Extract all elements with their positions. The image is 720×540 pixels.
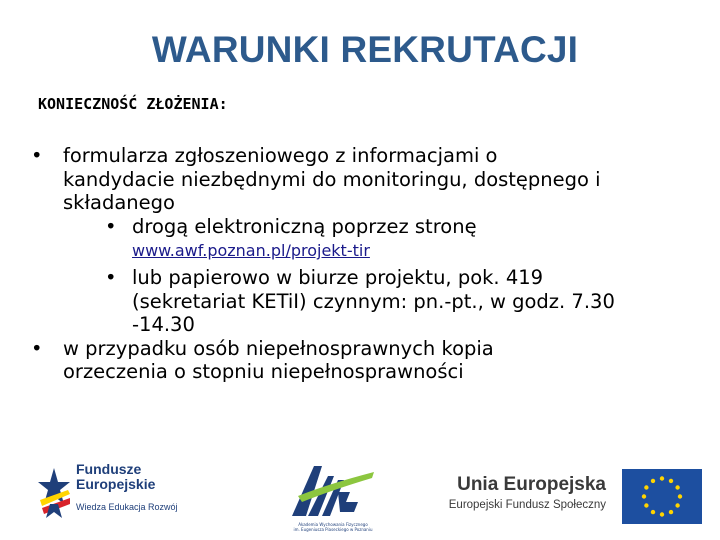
bullet-text: formularza zgłoszeniowego z informacjami o (63, 144, 498, 167)
list-item (28, 337, 720, 384)
bullet-text: (sekretariat KETiI) czynnym: pn.-pt., w godz. 7.30 (132, 289, 615, 313)
fe-star-icon (36, 460, 72, 526)
list-item (28, 144, 720, 337)
bullet-icon: • (31, 144, 43, 167)
bullet-content (28, 144, 720, 384)
awf-logo (288, 462, 388, 534)
list-item (105, 215, 720, 263)
ue-title: Unia Europejska (457, 474, 606, 495)
ue-subtitle: Europejski Fundusz Społeczny (448, 499, 606, 511)
eu-star-icon (660, 512, 664, 516)
eu-flag-icon (622, 469, 702, 524)
eu-star-icon (678, 494, 682, 498)
bullet-text: -14.30 (132, 313, 195, 336)
bullet-text: w przypadku osób niepełnosprawnych kopia (63, 336, 494, 360)
list-item (105, 266, 720, 337)
eu-star-icon (644, 485, 648, 489)
bullet-text: drogą elektroniczną poprzez stronę (132, 214, 477, 238)
bullet-text: lub papierowo w biurze projektu, pok. 419 (132, 266, 544, 289)
fe-line1: Fundusze (76, 461, 142, 477)
eu-star-icon (669, 479, 673, 483)
bullet-text: orzeczenia o stopniu niepełnosprawności (63, 360, 464, 383)
awf-caption-1: Akademia Wychowania Fizycznego (298, 522, 368, 527)
section-heading: KONIECZNOŚĆ ZŁOŻENIA: (38, 95, 228, 113)
project-link[interactable]: www.awf.poznan.pl/projekt-tir (132, 241, 370, 260)
eu-star-icon (660, 476, 664, 480)
eu-star-icon (644, 503, 648, 507)
eu-star-icon (651, 479, 655, 483)
bullet-text: kandydacie niezbędnymi do monitoringu, dostępnego i (63, 167, 601, 191)
eu-star-icon (669, 510, 673, 514)
bullet-icon: • (105, 214, 117, 238)
slide-title: WARUNKI REKRUTACJI (151, 29, 579, 70)
bullet-text: składanego (63, 191, 175, 214)
fe-line2: Europejskie (76, 476, 156, 492)
eu-star-icon (642, 494, 646, 498)
eu-star-icon (675, 485, 679, 489)
eu-star-icon (651, 510, 655, 514)
bullet-icon: • (105, 266, 117, 289)
unia-europejska-logo (436, 474, 616, 524)
logo-bar (0, 452, 720, 540)
eu-star-icon (675, 503, 679, 507)
bullet-icon: • (31, 336, 43, 360)
awf-caption-2: im. Eugeniusza Piaseckiego w Poznaniu (293, 527, 373, 532)
fundusze-europejskie-logo (36, 456, 196, 532)
fe-line3: Wiedza Edukacja Rozwój (76, 502, 178, 512)
awf-emblem-icon (288, 462, 378, 520)
